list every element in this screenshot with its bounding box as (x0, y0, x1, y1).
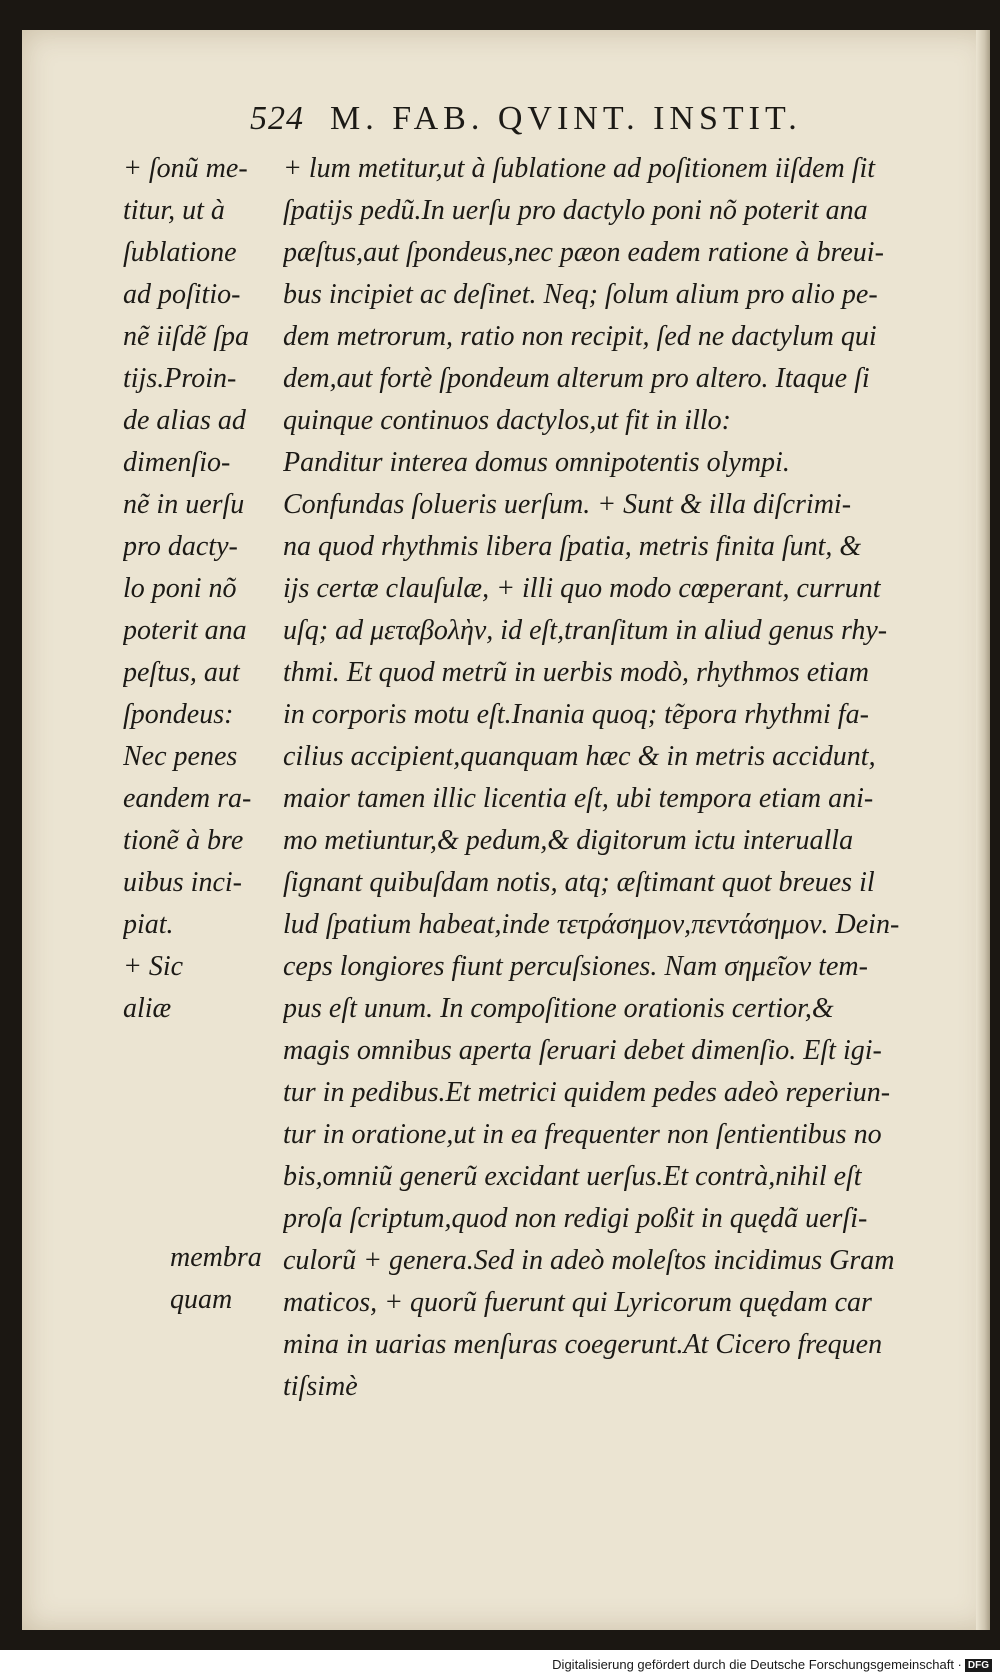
margin-notes (123, 148, 283, 1030)
margin-note-line: piat. (123, 909, 174, 940)
running-title: M. FAB. QVINT. INSTIT. (330, 100, 802, 137)
text-line: + lum metitur,ut à ſublatione ad poſitionem iiſdem ſit (283, 153, 876, 184)
margin-note-line: titur, ut à (123, 195, 225, 226)
text-line: mina in uarias menſuras coegerunt.At Cicero frequen (283, 1329, 883, 1360)
text-line: maior tamen illic licentia eſt, ubi tempora etiam ani- (283, 783, 874, 814)
margin-note-line: peſtus, aut (123, 657, 240, 688)
text-line: in corporis motu eſt.Inania quoq; tẽpora rhythmi fa- (283, 699, 869, 730)
text-line: proſa ſcriptum,quod non redigi poßit in quędã uerſi- (283, 1203, 868, 1234)
margin-note-line: pro dacty- (123, 531, 238, 562)
margin-note-line: poterit ana (123, 615, 247, 646)
digitization-credit (552, 1657, 992, 1672)
text-line: ſignant quibuſdam notis, atq; æſtimant quot breues il (283, 867, 875, 898)
margin-note-line: quam (170, 1284, 233, 1315)
margin-note-line: uibus inci- (123, 867, 242, 898)
running-header (250, 100, 950, 150)
text-line: lud ſpatium habeat,inde τετράσημον,πεντάσημον. Dein- (283, 909, 900, 940)
margin-note-line: nẽ in uerſu (123, 489, 245, 520)
page-number: 524 (250, 100, 304, 137)
margin-note-line: ſpondeus: (123, 699, 234, 730)
margin-note-line: nẽ iiſdẽ ſpa (123, 321, 249, 352)
text-line: ijs certæ clauſulæ, + illi quo modo cœperant, currunt (283, 573, 881, 604)
text-line: dem metrorum, ratio non recipit, ſed ne dactylum qui (283, 321, 877, 352)
text-line: pus eſt unum. In compoſitione orationis certior,& (283, 993, 834, 1024)
margin-notes-lower (170, 1238, 290, 1322)
text-line: ceps longiores fiunt percuſsiones. Nam σημεῖον tem- (283, 951, 868, 982)
text-line: tur in pedibus.Et metrici quidem pedes adeò reperiun- (283, 1077, 891, 1108)
text-line: tiſsimè (283, 1371, 358, 1402)
text-line: pæſtus,aut ſpondeus,nec pæon eadem ratione à breui- (283, 237, 884, 268)
text-line: Panditur interea domus omnipotentis olympi. (283, 447, 790, 478)
margin-note-line: + ſonũ me- (123, 153, 248, 184)
credit-text: Digitalisierung gefördert durch die Deutsche Forschungsgemeinschaft · (552, 1657, 962, 1672)
margin-note-line: + Sic (123, 951, 184, 982)
text-line: dem,aut fortè ſpondeum alterum pro altero. Itaque ſi (283, 363, 870, 394)
text-line: bus incipiet ac deſinet. Neq; ſolum alium pro alio pe- (283, 279, 878, 310)
margin-note-line: membra (170, 1242, 262, 1273)
margin-note-line: ſublatione (123, 237, 237, 268)
text-line: tur in oratione,ut in ea frequenter non ſentientibus no (283, 1119, 882, 1150)
text-line: Confundas ſolueris uerſum. + Sunt & illa diſcrimi- (283, 489, 852, 520)
text-line: quinque continuos dactylos,ut fit in illo: (283, 405, 731, 436)
text-line: bis,omniũ generũ excidant uerſus.Et contrà,nihil eſt (283, 1161, 862, 1192)
margin-note-line: dimenſio- (123, 447, 231, 478)
margin-note-line: ad poſitio- (123, 279, 241, 310)
margin-note-line: Nec penes (123, 741, 238, 772)
text-line: uſq; ad μεταβολὴν, id eſt,tranſitum in aliud genus rhy- (283, 615, 888, 646)
main-text-block (283, 148, 983, 1408)
text-line: maticos, + quorũ fuerunt qui Lyricorum quędam car (283, 1287, 872, 1318)
text-line: thmi. Et quod metrũ in uerbis modò, rhythmos etiam (283, 657, 869, 688)
text-line: magis omnibus aperta ſeruari debet dimenſio. Eſt igi- (283, 1035, 882, 1066)
text-line: culorũ + genera.Sed in adeò moleſtos incidimus Gram (283, 1245, 895, 1276)
margin-note-line: tijs.Proin- (123, 363, 237, 394)
text-line: na quod rhythmis libera ſpatia, metris finita ſunt, & (283, 531, 862, 562)
margin-note-line: lo poni nõ (123, 573, 237, 604)
text-line: mo metiuntur,& pedum,& digitorum ictu interualla (283, 825, 854, 856)
text-line: cilius accipient,quanquam hæc & in metris accidunt, (283, 741, 876, 772)
margin-note-line: de alias ad (123, 405, 246, 436)
text-line: ſpatijs pedũ.In uerſu pro dactylo poni nõ poterit ana (283, 195, 868, 226)
margin-note-line: aliæ (123, 993, 172, 1024)
margin-note-line: tionẽ à bre (123, 825, 244, 856)
dfg-logo: DFG (965, 1659, 992, 1672)
margin-note-line: eandem ra- (123, 783, 252, 814)
